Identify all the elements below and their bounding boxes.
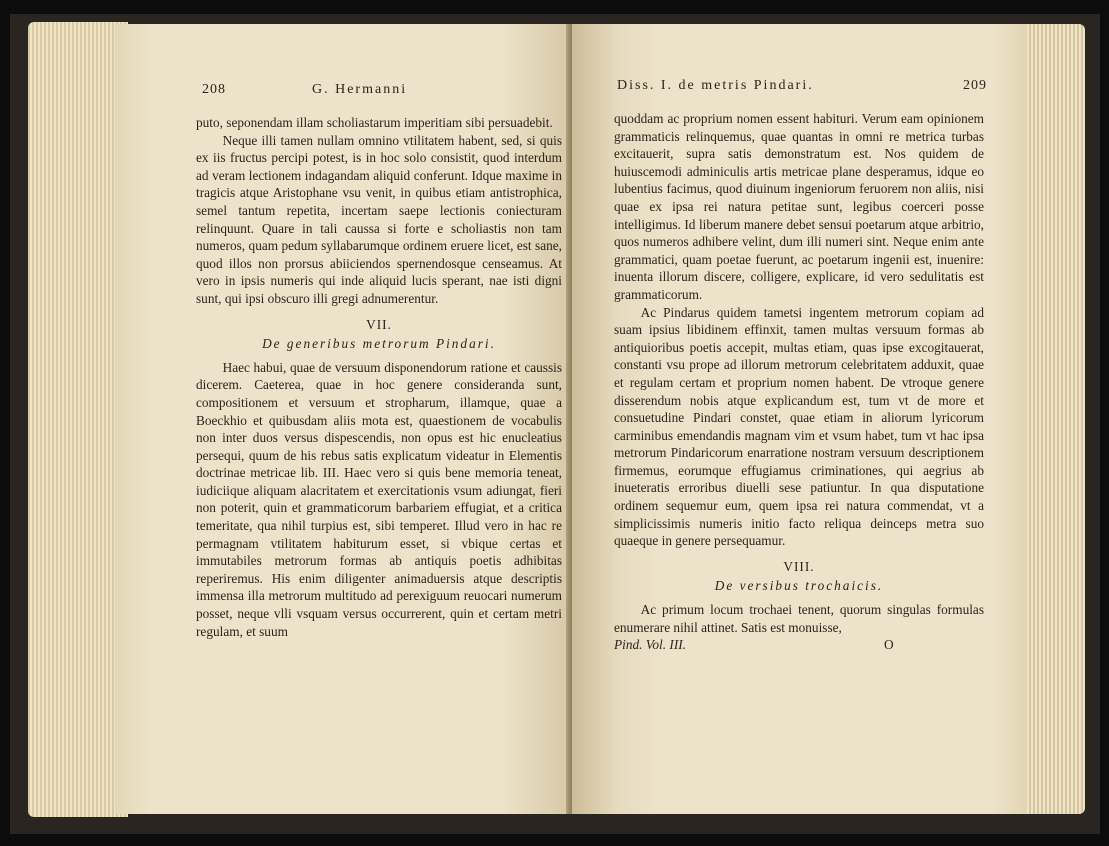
right-para-2: Ac Pindarus quidem tametsi ingentem metrorum copiam ad suam ipsius libidinem effinxit, tamen multas versuum formas ab antiquioribus poetis accepit, multas etiam, quas ipse excogitauerat, constanti vsu prope ad illorum metrorum celebritatem adduxit, quae et regulam certam et proprium nomen habent. De vtroque genere disserendum nobis atque explicandum est, tum vt de more et consuetudine Pindari constet, quae etiam in aliorum lyricorum carminibus emendandis magnam vim et vsum habet, tum vt hac ipsa metrorum Pindaricorum enarratione nostram versuum descriptionem firmemus, eorumque effugiamus criminationes, qui aegrius ab inueteratis erroribus diuelli sese patiuntur. In qua disputatione ordinem sequemur eum, quem ipsa rei natura commendat, vt a simplicissimis numeris initio facto reliqua deinceps metra suo quaeque in genere persequamur. (614, 304, 984, 549)
section-number-vii: VII. (366, 316, 392, 332)
left-para-3: Haec habui, quae de versuum disponendorum ratione et caussis dicerem. Caeterea, quae in hoc genere consideranda sunt, compositionem et versuum et stropharum, illamque, quae a Boeckhio et quibusdam aliis mota est, quaestionem de vocabulis non inter duos versus dispescendis, non opus est hic enucleatius persequi, quum de his rebus satis explicatum videatur in Elementis doctrinae metricae lib. III. Haec vero si quis bene memoria teneat, iudiciique aliquam alacritatem et exercitationis vsum adiungat, fieri non poterit, quin et grammaticorum barbariem effugiat, et a critica temeritate, qua nihil turpius est, sibi temperet. Illud vero in hac re permagnam vtilitatem habiturum esset, si vbique certas et immutabiles metrorum formas ab antiquis poetis adhibitas reperiremus. His enim diligenter animaduersis atque descriptis immensa illa metrorum multitudo ad perexiguum reuocari numerum posset, neque vlli vsquam versus occurrerent, quin et certam metri regulam, et suum (196, 359, 562, 639)
right-running-title: Diss. I. de metris Pindari. (617, 78, 814, 93)
right-body (614, 110, 984, 654)
signature-mark: O (884, 637, 894, 653)
signature-line (614, 636, 984, 654)
left-para-2: Neque illi tamen nullam omnino vtilitatem habent, sed, si quis ex iis fructus percipi potest, is in hoc solo consistit, quod interdum ad veram lectionem indagandam aliquid conferunt. Idque maxime in tragicis atque Aristophane vsu venit, in quibus etiam antistrophica, semel tantum repetita, incertam saepe lectionis coniecturam relinquunt. Quare in tali caussa si forte e scholiastis non tam numeros, quam pedum syllabarumque ordinem eruere licet, est sane, quod illos non prorsus abiiciendos spernendosque censeamus. At vero in ipsis numeris qui inde aliquid lucis sperant, nae isti digni sunt, qui ipsi obscuro illi gregi adnumerentur. (196, 132, 562, 306)
left-page (115, 24, 570, 814)
left-para-1: puto, seponendam illam scholiastarum imperitiam sibi persuadebit. (196, 115, 553, 130)
right-page-number: 209 (963, 78, 987, 93)
right-para-3: Ac primum locum trochaei tenent, quorum singulas formulas enumerare nihil attinet. Satis est monuisse, (614, 602, 984, 635)
left-body (196, 114, 562, 640)
right-page (572, 24, 1027, 814)
right-para-1: quoddam ac proprium nomen essent habituri. Verum eam opinionem grammaticis relinquemus, quae quantas in omni re metrica turbas excitauerit, supra satis demonstratum est. Nos quidem de huiuscemodi adminiculis artis metricae plane desperamus, idque eo lubentius facimus, quod diuinum ingeniorum feruorem non aliis, nisi quae ex ipsa rei natura petitae sunt, legibus coerceri posse intelligimus. Id liberum manere debet sensui poetarum atque arbitrio, quos numeros adhibere velint, dum illi numeri sint. Neque enim ante grammatici, quam poetae fuerunt, ac poetarum ingenii est, inuenire: inuenta illorum discere, colligere, explicare, id vero sedulitatis est grammaticorum. (614, 111, 984, 302)
left-page-number: 208 (202, 82, 226, 97)
volume-signature: Pind. Vol. III. (614, 637, 687, 653)
section-title-viii: De versibus trochaicis. (714, 578, 884, 594)
left-running-title: G. Hermanni (312, 82, 408, 97)
section-title-vii: De generibus metrorum Pindari. (262, 336, 496, 352)
section-number-viii: VIII. (783, 558, 815, 574)
left-page-edges (28, 22, 128, 817)
